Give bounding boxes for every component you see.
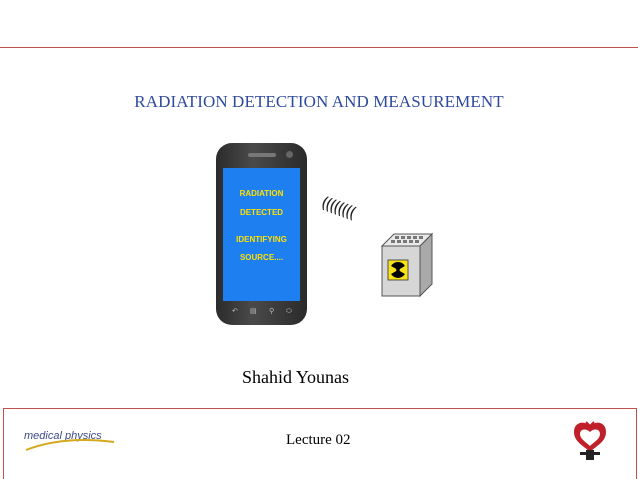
smartphone-illustration [216, 143, 307, 325]
top-divider [0, 47, 638, 48]
medical-physics-logo [22, 428, 118, 454]
logo-text: medical physics [24, 430, 102, 442]
phone-screen [223, 168, 300, 301]
back-icon: ↶ [232, 307, 238, 315]
lecture-label: Lecture 02 [286, 432, 351, 448]
institution-logo [566, 420, 614, 464]
radiation-source-box-icon [376, 226, 440, 298]
phone-speaker [248, 153, 276, 157]
camera-icon [286, 151, 293, 158]
radiation-trefoil-icon [388, 260, 408, 280]
screen-line-source: SOURCE.... [239, 253, 284, 262]
screen-line-identifying: IDENTIFYING [236, 235, 287, 244]
radio-waves-icon: (((((((( [318, 192, 358, 223]
slide-title: RADIATION DETECTION AND MEASUREMENT [134, 92, 504, 111]
screen-line-detected: DETECTED [239, 208, 284, 217]
menu-icon: ⬭ [286, 307, 292, 315]
screen-line-radiation: RADIATION [239, 189, 284, 198]
author-name: Shahid Younas [242, 367, 350, 387]
home-icon: ▤ [250, 307, 257, 315]
search-icon: ⚲ [269, 307, 275, 315]
